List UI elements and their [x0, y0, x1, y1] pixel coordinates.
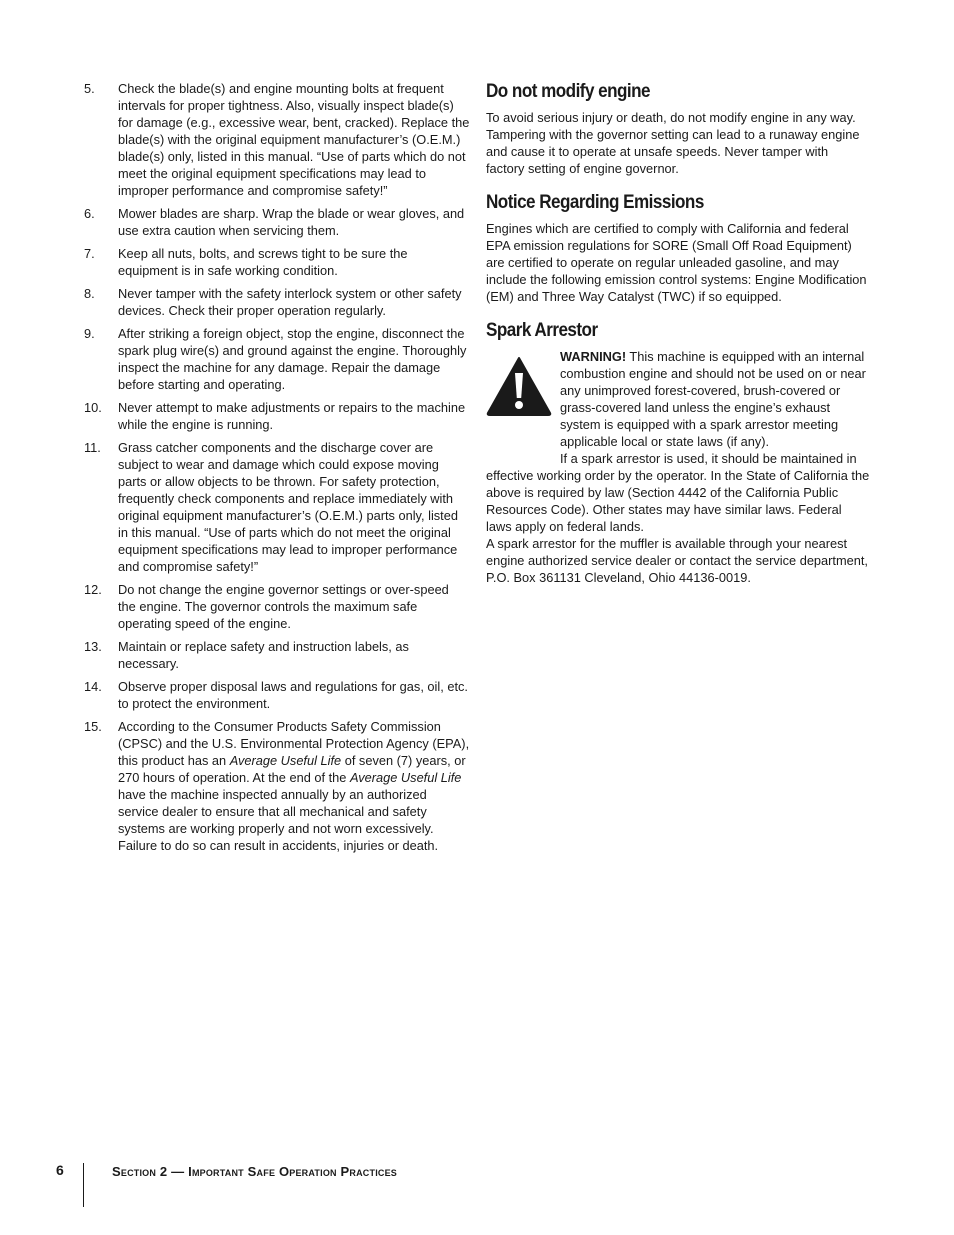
text-run: of seven (7) years, or 270 hours of operation. At the end of the — [118, 753, 466, 785]
spark-arrestor-heading: Spark Arrestor — [486, 320, 598, 341]
list-item — [84, 638, 470, 672]
emissions-body: Engines which are certified to comply with California and federal EPA emission regulations for SORE (Small Off Road Equipment) are certified to operate on regular unleaded gasoline, and may include the following emission control systems: Engine Modification (EM) and Three Way Catalyst (TWC) if so equipped. — [486, 221, 867, 304]
list-item — [84, 678, 470, 712]
list-item — [84, 399, 470, 433]
list-item-text — [118, 325, 470, 393]
warning-block — [486, 348, 870, 450]
modify-engine-body: To avoid serious injury or death, do not modify engine in any way. Tampering with the governor setting can lead to a runaway engine and cause it to operate at unsafe speeds. Never tamper with factory setting of engine governor. — [486, 110, 860, 176]
list-item-number: 14. — [84, 679, 102, 694]
list-item-text — [118, 245, 470, 279]
list-item-number: 9. — [84, 326, 95, 341]
safety-practices-list — [84, 80, 470, 854]
right-column — [486, 80, 870, 600]
left-column — [84, 80, 470, 860]
list-item-text — [118, 581, 470, 632]
list-item-number: 7. — [84, 246, 95, 261]
text-run: Observe proper disposal laws and regulations for gas, oil, etc. to protect the environment. — [118, 679, 468, 711]
list-item — [84, 325, 470, 393]
modify-engine-heading: Do not modify engine — [486, 81, 650, 102]
list-item-number: 13. — [84, 639, 102, 654]
list-item — [84, 718, 470, 854]
text-run: have the machine inspected annually by an authorized service dealer to ensure that all mechanical and safety systems are working properly and not worn excessively. Failure to do so can result in accidents, injuries or death. — [118, 787, 439, 853]
list-item — [84, 245, 470, 279]
spark-arrestor-para-2: A spark arrestor for the muffler is available through your nearest engine authorized service dealer or contact the service department, P.O. Box 361131 Cleveland, Ohio 44136-0019. — [486, 536, 868, 585]
list-item-text — [118, 285, 470, 319]
list-item — [84, 581, 470, 632]
spark-arrestor-para-1: If a spark arrestor is used, it should be maintained in effective working order by the operator. In the State of California the above is required by law (Section 4442 of the California Public Resources Code). Other states may have similar laws. Federal laws apply on federal lands. — [486, 451, 870, 534]
list-item-text — [118, 439, 470, 575]
warning-text — [560, 348, 870, 450]
list-item-text — [118, 718, 470, 854]
warning-triangle-icon — [486, 356, 552, 416]
list-item — [84, 285, 470, 319]
text-run: Maintain or replace safety and instruction labels, as necessary. — [118, 639, 409, 671]
list-item-text — [118, 205, 470, 239]
list-item — [84, 205, 470, 239]
list-item-number: 15. — [84, 719, 102, 734]
list-item — [84, 80, 470, 199]
text-run: Never tamper with the safety interlock system or other safety devices. Check their proper operation regularly. — [118, 286, 462, 318]
text-run: Never attempt to make adjustments or repairs to the machine while the engine is running. — [118, 400, 466, 432]
list-item-text — [118, 638, 470, 672]
emphasized-term: Average Useful Life — [229, 753, 342, 768]
list-item-number: 10. — [84, 400, 102, 415]
list-item-number: 5. — [84, 81, 95, 96]
list-item-number: 8. — [84, 286, 95, 301]
footer-section-title: Section 2 — Important Safe Operation Practices — [112, 1164, 398, 1179]
list-item-number: 6. — [84, 206, 95, 221]
list-item-text — [118, 399, 470, 433]
text-run: After striking a foreign object, stop the engine, disconnect the spark plug wire(s) and ground against the engine. Thoroughly inspect the machine for any damage. Repair the damage before starting and operating. — [118, 326, 467, 392]
list-item-number: 11. — [84, 440, 101, 455]
page-number: 6 — [56, 1162, 64, 1178]
text-run: Mower blades are sharp. Wrap the blade or wear gloves, and use extra caution when servicing them. — [118, 206, 465, 238]
spark-arrestor-section — [486, 319, 870, 586]
text-run: Check the blade(s) and engine mounting bolts at frequent intervals for proper tightness. Also, visually inspect blade(s) for damage (e.g., excessive wear, bent, cracked). Replace the blade(s) with the original equipment manufacturer’s (O.E.M.) blade(s) only, listed in this manual. “Use of parts which do not meet the original equipment specifications may lead to improper performance and compromise safety!” — [118, 81, 470, 198]
emphasized-term: Average Useful Life — [349, 770, 462, 785]
list-item-text — [118, 80, 470, 199]
warning-label: WARNING! — [560, 349, 627, 364]
modify-engine-section — [486, 80, 870, 177]
warning-body: This machine is equipped with an internal combustion engine and should not be used on or near any unimproved forest-covered, brush-covered or grass-covered land unless the engine’s exhaust system is equipped with a spark arrestor meeting applicable local or state laws (if any). — [560, 349, 866, 449]
list-item-number: 12. — [84, 582, 102, 597]
footer-divider — [83, 1163, 84, 1207]
list-item — [84, 439, 470, 575]
text-run: According to the Consumer Products Safety Commission (CPSC) and the U.S. Environmental Protection Agency (EPA), this product has an — [118, 719, 470, 768]
text-run: Keep all nuts, bolts, and screws tight to be sure the equipment is in safe working condition. — [118, 246, 408, 278]
text-run: Grass catcher components and the discharge cover are subject to wear and damage which could expose moving parts or allow objects to be thrown. For safety protection, frequently check components and replace immediately with original equipment manufacturer’s (O.E.M.) parts only, listed in this manual. “Use of parts which do not meet the original equipment specifications may lead to improper performance and compromise safety!” — [118, 440, 458, 574]
text-run: Do not change the engine governor settings or over-speed the engine. The governor controls the maximum safe operating speed of the engine. — [118, 582, 449, 631]
emissions-section — [486, 191, 870, 305]
list-item-text — [118, 678, 470, 712]
emissions-heading: Notice Regarding Emissions — [486, 192, 704, 213]
